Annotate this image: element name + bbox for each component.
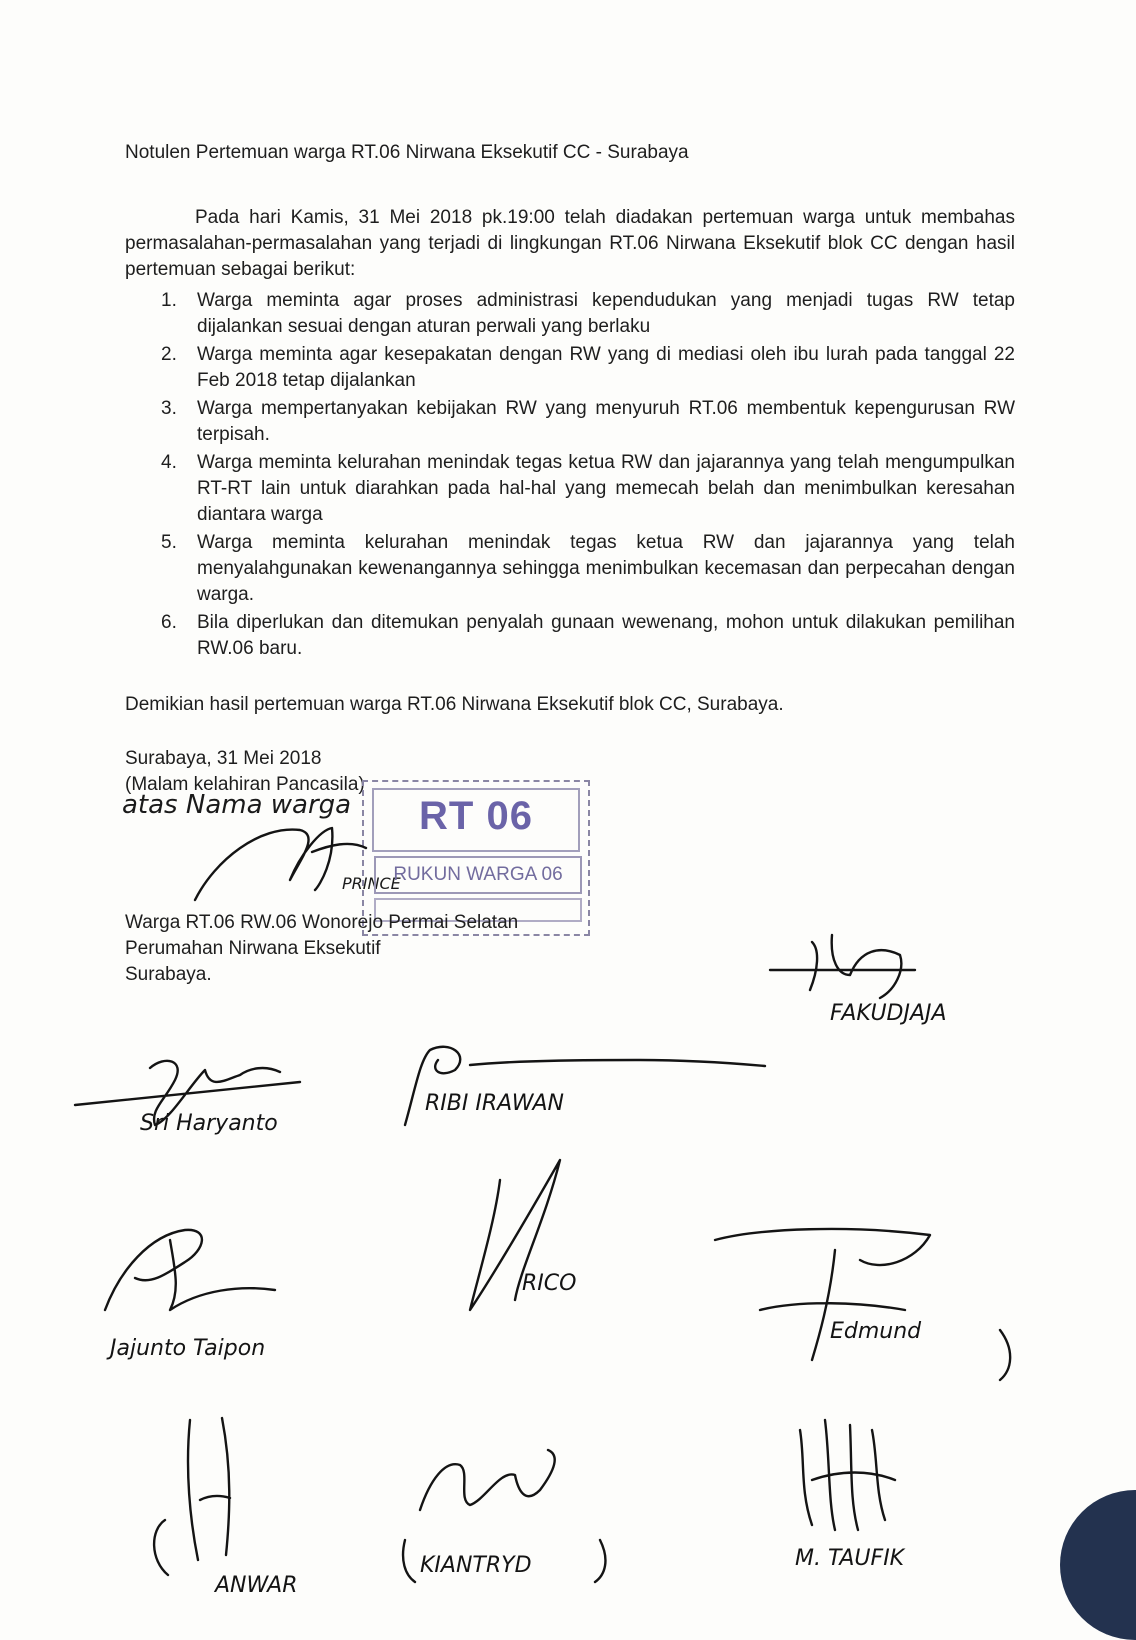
list-item: 3. Warga mempertanyakan kebijakan RW yang menyuruh RT.06 membentuk kepengurusan RW terpisah. xyxy=(161,398,1015,445)
signatory-name: KIANTRYD xyxy=(420,1553,532,1578)
list-item: 4. Warga meminta kelurahan menindak tegas ketua RW dan jajarannya yang telah mengumpulkan RT-RT lain untuk diarahkan pada hal-hal yang memecah belah dan menimbulkan keresahan diantara warga xyxy=(161,452,1015,525)
address-line: Perumahan Nirwana Eksekutif xyxy=(125,938,381,959)
signatory-name: ANWAR xyxy=(215,1573,298,1598)
signature-ribi xyxy=(405,1047,765,1125)
list-item: 1. Warga meminta agar proses administrasi kependudukan yang menjadi tugas RW tetap dijalankan sesuai dengan aturan perwali yang berlaku xyxy=(161,290,1015,337)
stamp-title: RT 06 xyxy=(419,794,533,838)
signatory-name: M. TAUFIK xyxy=(795,1546,905,1571)
intro-paragraph xyxy=(125,205,1015,283)
signatory-name: Edmund xyxy=(830,1319,922,1344)
occasion-note: (Malam kelahiran Pancasila) xyxy=(125,774,365,795)
signatory-name: Jajunto Taipon xyxy=(110,1336,266,1361)
place-date: Surabaya, 31 Mei 2018 xyxy=(125,748,322,769)
list-item: 6. Bila diperlukan dan ditemukan penyalah gunaan wewenang, mohon untuk dilakukan pemilihan RW.06 baru. xyxy=(161,612,1015,659)
address-line: Warga RT.06 RW.06 Wonorejo Permai Selatan xyxy=(125,912,519,933)
signatory-name: RIBI IRAWAN xyxy=(425,1091,564,1116)
coordinator-signature xyxy=(195,828,366,900)
closing-statement: Demikian hasil pertemuan warga RT.06 Nirwana Eksekutif blok CC, Surabaya. xyxy=(125,694,784,715)
signer-name-handwriting: PRINCE xyxy=(342,874,401,893)
signature-taufik xyxy=(800,1420,895,1530)
list-item: 2. Warga meminta agar kesepakatan dengan RW yang di mediasi oleh ibu lurah pada tanggal 22 Feb 2018 tetap dijalankan xyxy=(161,344,1015,391)
signature-edmund xyxy=(715,1229,1010,1380)
signature-jajunto xyxy=(105,1230,275,1310)
on-behalf-handwriting: atas Nama warga xyxy=(122,790,352,820)
signatory-name: Sri Haryanto xyxy=(140,1111,278,1136)
resolution-list xyxy=(125,288,1015,664)
address-line: Surabaya. xyxy=(125,964,212,985)
document-title: Notulen Pertemuan warga RT.06 Nirwana Eksekutif CC - Surabaya xyxy=(125,142,689,163)
intro-text: Pada hari Kamis, 31 Mei 2018 pk.19:00 telah diadakan pertemuan warga untuk membahas permasalahan-permasalahan yang terjadi di lingkungan RT.06 Nirwana Eksekutif blok CC dengan hasil pertemuan sebagai berikut: xyxy=(125,207,1015,280)
signature-anwar xyxy=(154,1418,230,1575)
list-item: 5. Warga meminta kelurahan menindak tegas ketua RW dan jajarannya yang telah menyalahgunakan kewenangannya sehingga menimbulkan kecemasan dan perpecahan dengan warga. xyxy=(161,532,1015,605)
address-block xyxy=(125,910,518,988)
signature-fakudjaja xyxy=(770,935,915,998)
signature-kiantryd xyxy=(403,1450,605,1582)
signatory-name: RICO xyxy=(522,1271,577,1296)
corner-shadow xyxy=(1060,1490,1136,1640)
signature-haryanto xyxy=(75,1061,300,1125)
signatory-name: FAKUDJAJA xyxy=(830,1001,947,1026)
signature-rico xyxy=(470,1160,560,1310)
stamp-subtitle: RUKUN WARGA 06 xyxy=(374,856,582,894)
